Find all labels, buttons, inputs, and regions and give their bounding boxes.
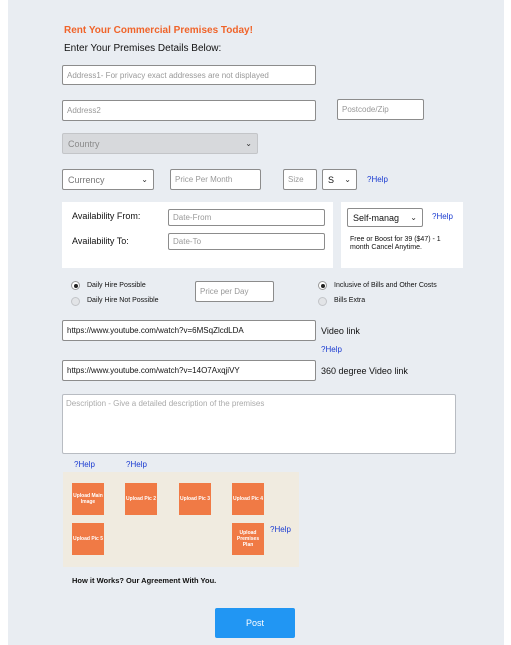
postcode-input[interactable]: Postcode/Zip	[337, 99, 424, 120]
plan-help-link[interactable]: ?Help	[432, 212, 453, 221]
daily-hire-possible-radio[interactable]	[71, 281, 80, 290]
upload-main-image-button[interactable]: Upload Main Image	[72, 483, 104, 515]
price-per-day-input[interactable]: Price per Day	[195, 281, 274, 302]
upload-pic2-button[interactable]: Upload Pic 2	[125, 483, 157, 515]
address2-input[interactable]: Address2	[62, 100, 316, 121]
daily-hire-not-possible-radio[interactable]	[71, 297, 80, 306]
upload-plan-help-link[interactable]: ?Help	[270, 525, 291, 534]
plan-select[interactable]	[347, 208, 423, 227]
availability-from-label: Availability From:	[72, 211, 141, 221]
size-unit-select[interactable]	[322, 169, 357, 190]
plan-note: Free or Boost for 39 ($47) - 1 month Cancel Anytime.	[350, 236, 441, 251]
agreement-link[interactable]: How it Works? Our Agreement With You.	[72, 576, 217, 585]
chevron-down-icon: ⌄	[141, 175, 148, 184]
video360-link-label: 360 degree Video link	[321, 366, 408, 376]
date-to-input[interactable]: Date-To	[168, 233, 325, 250]
video-link-input[interactable]: https://www.youtube.com/watch?v=6MSqZlcdLDA	[62, 320, 316, 341]
daily-hire-not-possible-label: Daily Hire Not Possible	[87, 297, 159, 304]
pricing-help-link[interactable]: ?Help	[367, 175, 388, 184]
inclusive-bills-label: Inclusive of Bills and Other Costs	[334, 282, 437, 289]
video-help-link[interactable]: ?Help	[321, 345, 342, 354]
size-unit-value: S	[328, 174, 335, 185]
form-title: Rent Your Commercial Premises Today!	[64, 25, 253, 36]
chevron-down-icon: ⌄	[344, 175, 351, 184]
currency-select-value: Currency	[68, 174, 105, 185]
size-input[interactable]: Size	[283, 169, 317, 190]
upload-main-help-link[interactable]: ?Help	[74, 460, 95, 469]
chevron-down-icon: ⌄	[245, 139, 252, 148]
upload-premises-plan-button[interactable]: Upload Premises Plan	[232, 523, 264, 555]
upload-pic3-button[interactable]: Upload Pic 3	[179, 483, 211, 515]
date-from-input[interactable]: Date-From	[168, 209, 325, 226]
upload-pics-help-link[interactable]: ?Help	[126, 460, 147, 469]
address1-input[interactable]: Address1- For privacy exact addresses are not displayed	[62, 65, 316, 85]
availability-to-label: Availability To:	[72, 236, 129, 246]
description-textarea[interactable]: Description - Give a detailed description of the premises	[62, 394, 456, 454]
video-link-label: Video link	[321, 326, 360, 336]
post-button[interactable]: Post	[215, 608, 295, 638]
plan-select-value: Self-manag	[353, 212, 400, 223]
upload-pic5-button[interactable]: Upload Pic 5	[72, 523, 104, 555]
inclusive-bills-radio[interactable]	[318, 281, 327, 290]
daily-hire-possible-label: Daily Hire Possible	[87, 282, 146, 289]
form-subtitle: Enter Your Premises Details Below:	[64, 43, 222, 54]
currency-select[interactable]	[62, 169, 154, 190]
country-select-value: Country	[68, 138, 100, 149]
upload-pic4-button[interactable]: Upload Pic 4	[232, 483, 264, 515]
country-select[interactable]	[62, 133, 258, 154]
chevron-down-icon: ⌄	[410, 213, 417, 222]
bills-extra-radio[interactable]	[318, 297, 327, 306]
bills-extra-label: Bills Extra	[334, 297, 366, 304]
price-per-month-input[interactable]: Price Per Month	[170, 169, 261, 190]
video360-link-input[interactable]: https://www.youtube.com/watch?v=14O7AxqjiVY	[62, 360, 316, 381]
